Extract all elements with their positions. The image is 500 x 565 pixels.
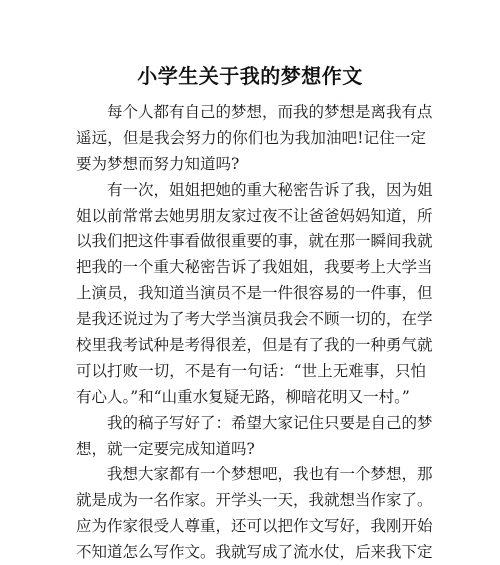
text-line: 遥远，但是我会努力的你们也为我加油吧!记住一定 [76, 128, 426, 147]
paragraph-4 [76, 462, 433, 565]
text-line: 有心人。”和“山重水复疑无路，柳暗花明又一村。” [76, 387, 410, 406]
text-line: 校里我考试种是考得很差，但是有了我的一种勇气就 [76, 336, 433, 355]
text-line: 要为梦想而努力知道吗? [76, 154, 240, 173]
text-line: 不知道怎么写作文。我就写成了流水仗，后来我下定 [76, 543, 433, 562]
text-line: 想，就一定要完成知道吗? [76, 439, 255, 458]
text-line: 可以打败一切，不是有一句话：“世上无难事，只怕 [76, 361, 426, 380]
text-line: 应为作家很受人尊重，还可以把作文写好，我刚开始 [76, 517, 433, 536]
text-line: 把我的一个重大秘密告诉了我姐姐，我要考上大学当 [76, 258, 433, 277]
text-line: 我的稿子写好了：希望大家记住只要是自己的梦 [107, 413, 433, 432]
paragraph-2 [76, 178, 433, 411]
text-line: 以我们把这件事看做很重要的事，就在那一瞬间我就 [76, 232, 433, 251]
text-line: 是我还说过为了考大学当演员我会不顾一切的，在学 [76, 310, 433, 329]
paragraph-3 [76, 411, 433, 463]
article-title: 小学生关于我的梦想作文 [137, 64, 363, 88]
article-body [76, 100, 433, 565]
text-line: 我想大家都有一个梦想吧，我也有一个梦想，那 [107, 465, 433, 484]
text-line: 姐以前常常去她男朋友家过夜不让爸爸妈妈知道，所 [76, 206, 433, 225]
text-line: 每个人都有自己的梦想，而我的梦想是离我有点 [107, 103, 433, 121]
text-line: 有一次，姐姐把她的重大秘密告诉了我，因为姐 [107, 180, 433, 199]
paragraph-1 [76, 100, 433, 178]
text-line: 就是成为一名作家。开学头一天，我就想当作家了。 [76, 491, 433, 510]
text-line: 上演员，我知道当演员不是一件很容易的一件事，但 [76, 284, 433, 303]
